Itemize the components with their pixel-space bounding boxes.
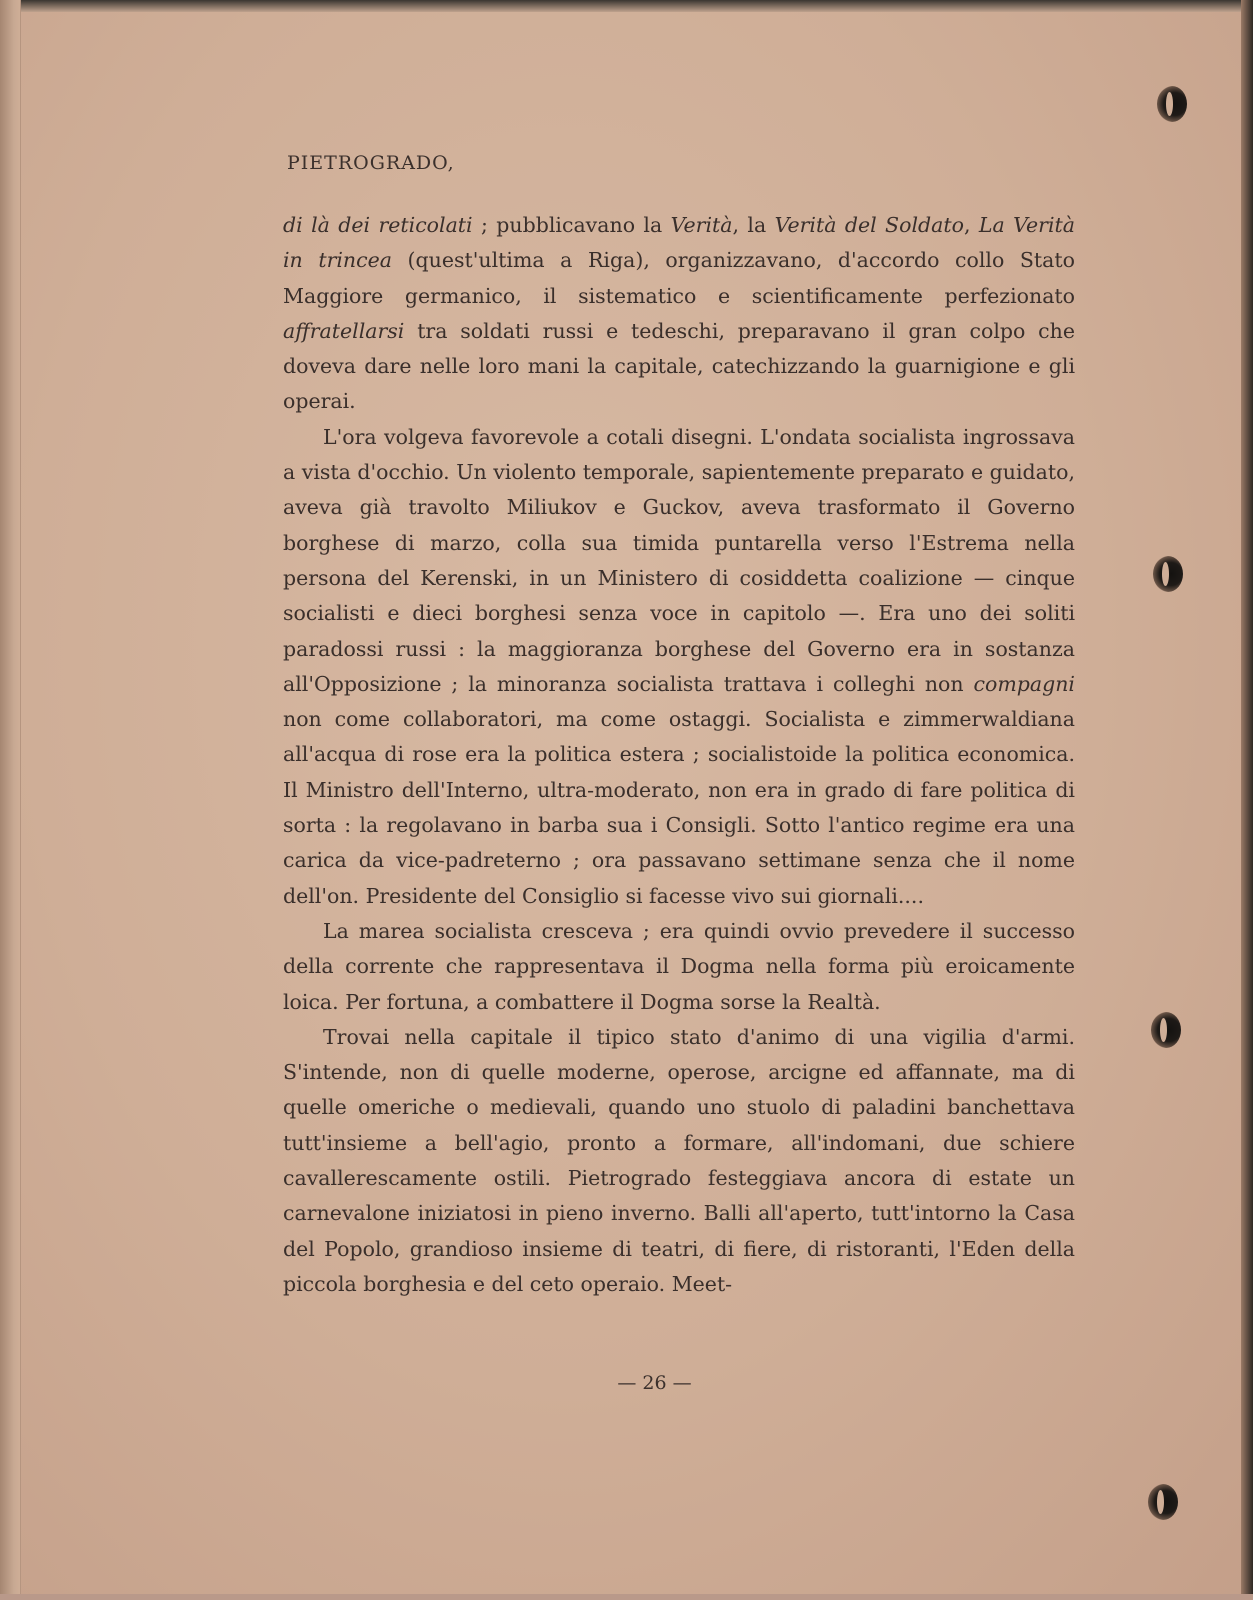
running-head: PIETROGRADO, [287, 152, 455, 174]
punch-hole-icon [1148, 1484, 1178, 1520]
text-run: ; pubblicavano la [472, 213, 671, 237]
text-run: (quest'ultima a Riga), organizzavano, d'accordo collo Stato Maggiore germanico, il sistematico e scientificamente perfezionato [283, 248, 1075, 308]
text-run: non come collaboratori, ma come ostaggi. Socialista e zimmerwaldiana all'acqua di rose era la politica estera ; socialistoide la politica economica. Il Ministro dell'Interno, ultra-moderato, non era in grado di fare politica di sorta : la regolavano in barba sua i Consigli. Sotto l'antico regime era una carica da vice-padreterno ; ora passavano settimane senza che il nome dell'on. Presidente del Consiglio si facesse vivo sui giornali.... [283, 707, 1075, 908]
italic-text: affratellarsi [283, 318, 405, 343]
paragraph [283, 914, 1075, 1020]
page-top-edge [0, 0, 1253, 12]
italic-text: di là dei reticolati [283, 213, 473, 237]
text-run: Trovai nella capitale il tipico stato d'animo di una vigilia d'armi. S'intende, non di quelle moderne, operose, arcigne ed affannate, ma di quelle omeriche o medievali, quando uno stuolo di paladini banchettava tutt'insieme a bell'agio, pronto a formare, all'indomani, due schiere cavallerescamente ostili. Pietrogrado festeggiava ancora di estate un carnevalone iniziatosi in pieno inverno. Balli all'aperto, tutt'intorno la Casa del Popolo, grandioso insieme di teatri, di fiere, di ristoranti, l'Eden della piccola borghesia e del ceto operaio. Meet- [283, 1024, 1075, 1296]
paragraph [283, 420, 1075, 914]
italic-text: Verità [670, 213, 733, 237]
text-run: , [963, 213, 979, 237]
text-run: , la [732, 213, 775, 237]
page-number: — 26 — [617, 1372, 692, 1394]
page-binding-edge [0, 0, 21, 1600]
page-right-edge [1241, 0, 1253, 1600]
punch-hole-icon [1157, 86, 1187, 122]
page-bottom-edge [0, 1594, 1253, 1600]
paragraph [283, 208, 1075, 420]
punch-hole-icon [1151, 1012, 1181, 1048]
text-run: La marea socialista cresceva ; era quindi ovvio prevedere il successo della corrente che rappresentava il Dogma nella forma più eroicamente loica. Per fortuna, a combattere il Dogma sorse la Realtà. [283, 918, 1075, 1014]
text-run: L'ora volgeva favorevole a cotali disegni. L'ondata socialista ingrossava a vista d'occhio. Un violento temporale, sapientemente preparato e guidato, aveva già travolto Miliukov e Guckov, aveva trasformato il Governo borghese di marzo, colla sua timida puntarella verso l'Estrema nella persona del Kerenski, in un Ministero di cosiddetta coalizione — cinque socialisti e dieci borghesi senza voce in capitolo —. Era uno dei soliti paradossi russi : la maggioranza borghese del Governo era in sostanza all'Opposizione ; la minoranza socialista trattava i colleghi non [283, 424, 1075, 696]
punch-hole-icon [1153, 556, 1183, 592]
text-run: tra soldati russi e tedeschi, preparavano il gran colpo che doveva dare nelle loro mani la capitale, catechizzando la guarnigione e gli operai. [283, 318, 1075, 414]
italic-text: Verità del Soldato [774, 213, 964, 237]
body-text [283, 208, 1075, 1302]
paragraph [283, 1020, 1075, 1302]
italic-text: compagni [973, 671, 1075, 696]
italic-text: La Verità in trincea [283, 213, 1075, 273]
